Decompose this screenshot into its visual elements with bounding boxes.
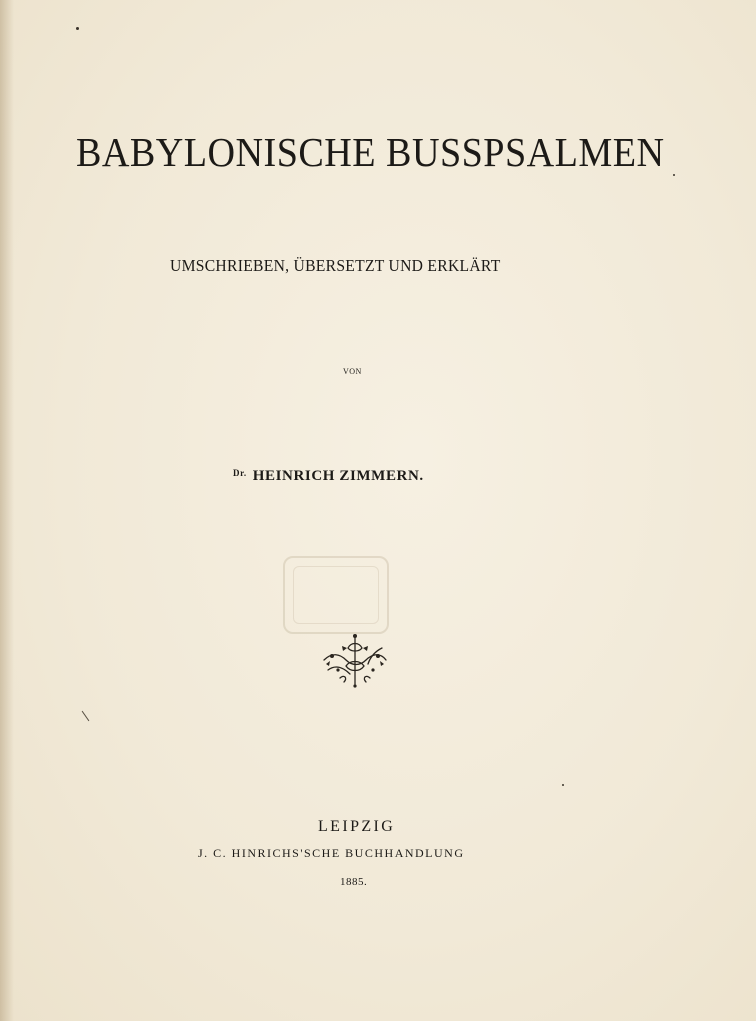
author-line bbox=[233, 468, 533, 485]
publication-place: LEIPZIG bbox=[318, 818, 396, 835]
paper-speck bbox=[76, 27, 79, 30]
library-stamp-inner bbox=[293, 566, 379, 624]
book-title: BABYLONISCHE BUSSPSALMEN bbox=[76, 129, 665, 175]
paper-speck bbox=[562, 784, 564, 786]
paper-speck bbox=[673, 174, 675, 176]
publisher-name: J. C. HINRICHS'SCHE BUCHHANDLUNG bbox=[198, 846, 465, 860]
publication-year: 1885. bbox=[340, 876, 368, 888]
author-name: HEINRICH ZIMMERN. bbox=[252, 468, 424, 484]
author-prefix: Dr. bbox=[233, 468, 247, 478]
by-line: VON bbox=[343, 367, 362, 376]
page-edge-shadow bbox=[0, 0, 14, 1021]
pencil-mark bbox=[82, 711, 90, 721]
library-stamp-faint bbox=[283, 556, 389, 634]
book-subtitle: UMSCHRIEBEN, ÜBERSETZT UND ERKLÄRT bbox=[170, 256, 501, 275]
floral-ornament-icon bbox=[318, 630, 392, 690]
